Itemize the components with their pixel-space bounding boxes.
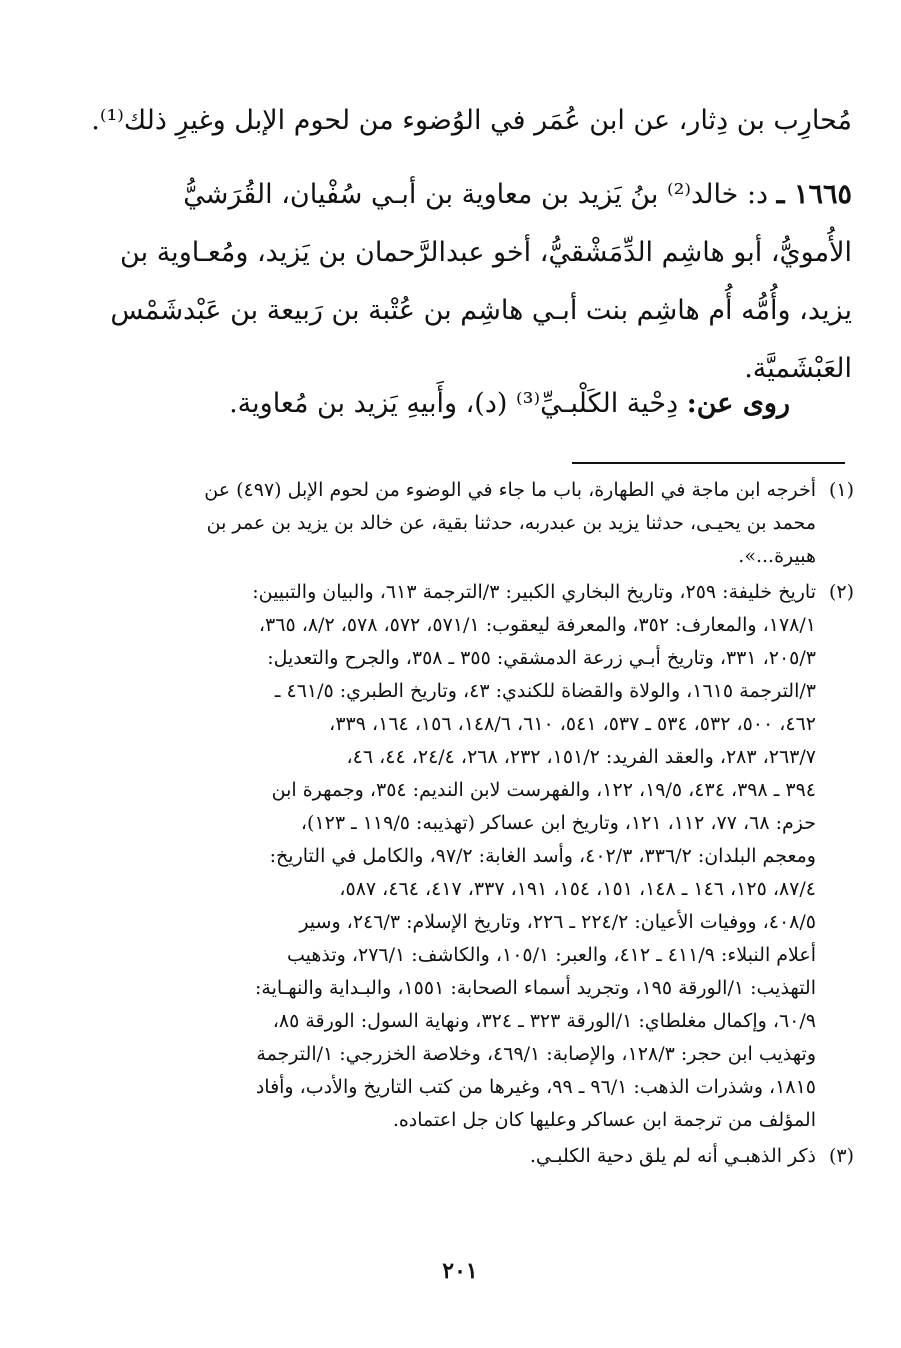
footnote-2 bbox=[140, 576, 854, 1137]
footnote-line: ومعجم البلدان: ٣٣٦/٢، ٤٠٢/٣، وأسد الغابة: ٩٧/٢، والكامل في التاريخ: bbox=[269, 845, 816, 867]
footnote-line: المؤلف من ترجمة ابن عساكر وعليها كان جل اعتماده. bbox=[392, 1109, 816, 1131]
footnote-line: ٢٦٣/٧، ٢٨٣، والعقد الفريد: ١٥١/٢، ٢٣٢، ٢٦٨، ٢٤/٤، ٤٤، ٤٦، bbox=[346, 746, 816, 768]
entry-text-line-4: العَبْشَميَّة. bbox=[744, 353, 852, 384]
footnote-line: ذكر الذهبـي أنه لم يلق دحية الكلبـي. bbox=[529, 1145, 816, 1167]
footnote-1 bbox=[140, 474, 854, 573]
footnote-separator bbox=[572, 462, 845, 464]
narrators-line bbox=[190, 384, 790, 424]
footnote-line: وتهذيب ابن حجر: ١٢٨/٣، والإصابة: ٤٦٩/١، وخلاصة الخزرجي: ١/الترجمة bbox=[256, 1043, 816, 1065]
footnotes bbox=[140, 474, 854, 1176]
footnote-line: ٦٠/٩، وإكمال مغلطاي: ١/الورقة ٣٢٣ ـ ٣٢٤، ونهاية السول: الورقة ٨٥، bbox=[272, 1010, 816, 1032]
footnote-marker: (٢) bbox=[828, 581, 854, 603]
entry-number: ١٦٦٥ ـ bbox=[776, 179, 852, 210]
footnote-line: ٣/الترجمة ١٦١٥، والولاة والقضاة للكندي: ٤٣، وتاريخ الطبري: ٤٦١/٥ ـ bbox=[274, 680, 816, 702]
footnote-line: ٤٦٢، ٥٠٠، ٥٣٢، ٥٣٤ ـ ٥٣٧، ٥٤١، ٦١٠، ١٤٨/٦، ١٥٦، ١٦٤، ٣٣٩، bbox=[329, 713, 816, 735]
entry-text-line-1: د: خالد⁽²⁾ بنُ يَزيد بن معاوية بن أبـي سُفْيان، القُرَشيُّ bbox=[183, 179, 769, 210]
footnote-line: أخرجه ابن ماجة في الطهارة، باب ما جاء في الوضوء من لحوم الإبل (٤٩٧) عن bbox=[204, 479, 816, 501]
footnote-line: ٢٠٥/٣، ٣٣١، وتاريخ أبـي زرعة الدمشقي: ٣٥٥ ـ ٣٥٨، والجرح والتعديل: bbox=[267, 647, 816, 669]
footnote-line: محمد بن يحيـى، حدثنا يزيد بن عبدربه، حدثنا بقية، عن خالد بن يزيد بن عمر بن bbox=[206, 512, 816, 534]
entry-text-line-2: الأُمويُّ، أبو هاشِم الدِّمَشْقيُّ، أخو عبدالرَّحمان بن يَزيد، ومُعـاوية بن bbox=[120, 237, 852, 268]
biography-entry bbox=[110, 166, 852, 398]
footnote-line: حزم: ٦٨، ٧٧، ١١٢، ١٢١، وتاريخ ابن عساكر (تهذيبه: ١١٩/٥ ـ ١٢٣)، bbox=[300, 812, 816, 834]
entry-line-1 bbox=[140, 166, 852, 224]
footnote-line: ١٨١٥، وشذرات الذهب: ٩٦/١ ـ ٩٩، وغيرها من كتب التاريخ والأدب، وأفاد bbox=[255, 1076, 816, 1098]
footnote-line: ٣٩٤ ـ ٣٩٨، ٤٣٤، ١٩/٥، ١٢٢، والفهرست لابن النديم: ٣٥٤، وجمهرة ابن bbox=[271, 779, 816, 801]
footnote-marker: (١) bbox=[828, 479, 854, 501]
footnote-line: ٨٧/٤، ١٢٥، ١٤٦ ـ ١٤٨، ١٥١، ١٥٤، ١٩١، ٣٣٧، ٤١٧، ٤٦٤، ٥٨٧، bbox=[339, 878, 816, 900]
footnote-marker: (٣) bbox=[828, 1145, 854, 1167]
intro-line: مُحارِب بن دِثار، عن ابن عُمَر في الوُضوء من لحوم الإبل وغيرِ ذلك⁽¹⁾. bbox=[91, 105, 852, 136]
footnote-3 bbox=[140, 1140, 854, 1173]
narrators-label: روى عن: bbox=[686, 388, 790, 419]
entry-text-line-3: يزيد، وأُمُّه أُم هاشِم بنت أبـي هاشِم بن عُتْبة بن رَبيعة بن عَبْدشَمْس bbox=[110, 295, 852, 326]
footnote-line: تاريخ خليفة: ٢٥٩، وتاريخ البخاري الكبير: ٣/الترجمة ٦١٣، والبيان والتبيين: bbox=[252, 581, 816, 603]
footnote-line: ٤٠٨/٥، ووفيات الأعيان: ٢٢٤/٢ ـ ٢٢٦، وتاريخ الإسلام: ٢٤٦/٣، وسير bbox=[299, 911, 816, 933]
footnote-line: هبيرة...». bbox=[738, 545, 816, 567]
page-number: ٢٠١ bbox=[442, 1258, 478, 1284]
narrators-text: دِحْية الكَلْبـيِّ⁽³⁾ (د)، وأَبيهِ يَزيد بن مُعاوية. bbox=[229, 388, 679, 419]
footnote-line: ١٧٨/١، والمعارف: ٣٥٢، والمعرفة ليعقوب: ٥٧١/١، ٥٧٢، ٥٧٨، ٨/٢، ٣٦٥، bbox=[258, 614, 816, 636]
footnote-line: أعلام النبلاء: ٤١١/٩ ـ ٤١٢، والعبر: ١٠٥/١، والكاشف: ٢٧٦/١، وتذهيب bbox=[286, 944, 816, 966]
main-text bbox=[91, 92, 852, 150]
footnote-line: التهذيب: ١/الورقة ١٩٥، وتجريد أسماء الصحابة: ١٥٥١، والبـداية والنهـاية: bbox=[255, 977, 816, 999]
